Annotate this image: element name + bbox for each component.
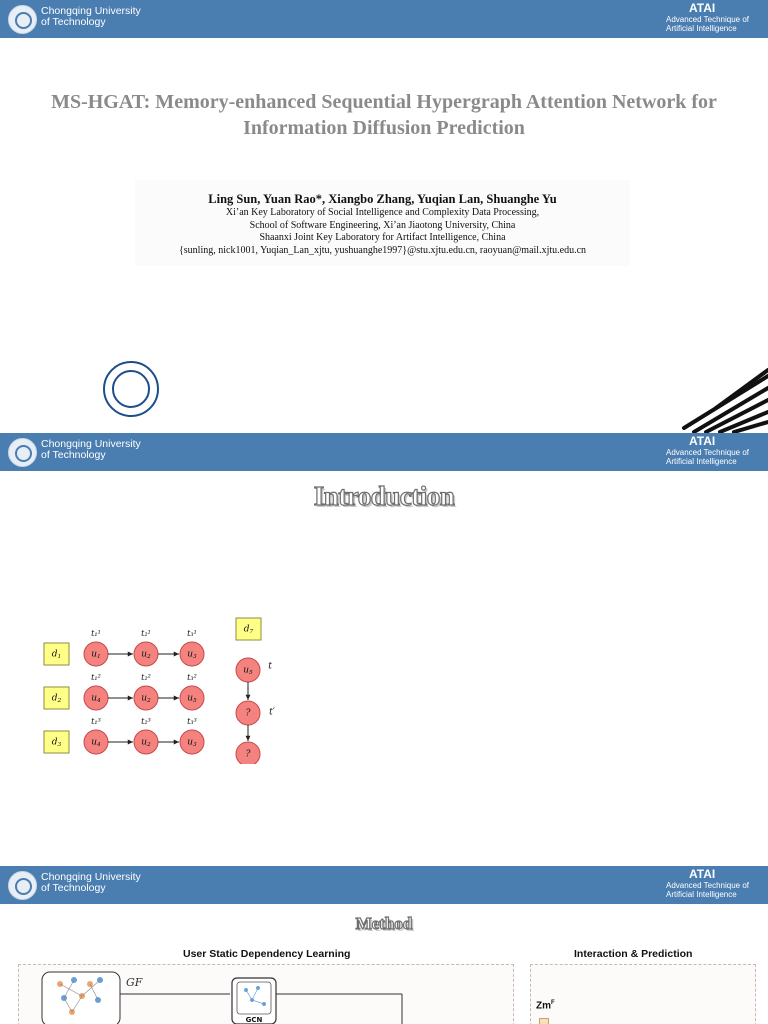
section-title: Method (355, 914, 413, 933)
user-node-label: $u_5$ (243, 665, 253, 676)
university-logo-icon (8, 5, 37, 34)
atai-subtitle-line1: Advanced Technique of (666, 15, 750, 24)
university-name-line2: of Technology (41, 16, 106, 28)
user-node-label: $u_4$ (91, 737, 101, 748)
atai-subtitle-line1: Advanced Technique of (666, 448, 750, 457)
document-label: $d_2$ (51, 693, 62, 704)
arrow-head (174, 740, 179, 745)
affiliation-line: Shaanxi Joint Key Laboratory for Artifact Intelligence, China (259, 232, 506, 243)
document-label: $d_1$ (51, 649, 62, 660)
user-node-label: ? (245, 708, 251, 719)
author-list: Ling Sun, Yuan Rao*, Xiangbo Zhang, Yuqian Lan, Shuanghe Yu (208, 192, 557, 206)
atai-brand (666, 435, 758, 466)
arrow-head (128, 696, 133, 701)
university-name (41, 872, 141, 894)
document-label: $d_3$ (51, 737, 62, 748)
user-node-label: $u_2$ (141, 649, 151, 660)
atai-subtitle-line2: Artificial Intelligence (666, 24, 737, 33)
user-node-label: $u_5$ (187, 693, 197, 704)
affiliation-line: Xi’an Key Laboratory of Social Intelligence and Complexity Data Processing, (225, 207, 540, 218)
user-node-label: $u_2$ (141, 693, 151, 704)
user-node-label: ? (245, 749, 251, 760)
arrow-head (174, 696, 179, 701)
arrow-head (174, 652, 179, 657)
atai-brand (666, 868, 758, 899)
university-name-line1: Chongqing University (41, 5, 141, 17)
interaction-prediction-panel (530, 964, 756, 1024)
university-seal-icon (103, 361, 159, 417)
zm-symbol: Zm (536, 1000, 551, 1012)
university-name-line1: Chongqing University (41, 438, 141, 450)
introduction-slide (0, 433, 768, 866)
document-label: $d_7$ (243, 624, 254, 635)
timestamp-label: t₂² (141, 673, 151, 682)
arrow-head (128, 652, 133, 657)
atai-subtitle-line2: Artificial Intelligence (666, 457, 737, 466)
static-dependency-figure (40, 970, 410, 1024)
timestamp-label: t₁¹ (91, 629, 101, 638)
user-node-label: $u_4$ (91, 693, 101, 704)
university-logo-icon (8, 438, 37, 467)
timestamp-label: t₂³ (141, 717, 151, 726)
atai-subtitle-line1: Advanced Technique of (666, 881, 750, 890)
brush-stroke-decoration (676, 368, 768, 433)
method-slide (0, 866, 768, 1024)
timestamp-label: t₁³ (91, 717, 101, 726)
university-name (41, 6, 141, 28)
atai-title: ATAI (689, 1, 716, 15)
affiliation-line: School of Software Engineering, Xi’an Jiaotong University, China (249, 219, 516, 231)
timestamp-label: t′ (269, 707, 275, 718)
zm-label (536, 1000, 555, 1011)
gcn-label: GCN (245, 1016, 263, 1024)
paper-title (0, 89, 768, 141)
atai-title: ATAI (689, 434, 716, 448)
embedding-block-icon (539, 1018, 549, 1024)
university-name-line2: of Technology (41, 449, 106, 461)
atai-brand (666, 2, 758, 33)
timestamp-label: t (268, 661, 272, 672)
university-name-line2: of Technology (41, 882, 106, 894)
slide-header (0, 866, 768, 904)
paper-title-line1: MS-HGAT: Memory-enhanced Sequential Hypergraph Attention Network for (51, 91, 717, 113)
slide-header (0, 433, 768, 471)
user-node-label: $u_3$ (187, 737, 197, 748)
atai-title: ATAI (689, 867, 716, 881)
arrow-head (246, 736, 251, 741)
interaction-prediction-title: Interaction & Prediction (574, 948, 693, 960)
user-node-label: $u_2$ (141, 737, 151, 748)
arrow-head (128, 740, 133, 745)
timestamp-label: t₃³ (187, 717, 197, 726)
university-name-line1: Chongqing University (41, 871, 141, 883)
section-title: Introduction (313, 481, 455, 511)
timestamp-label: t₃¹ (187, 629, 197, 638)
user-node-label: $u_3$ (187, 649, 197, 660)
timestamp-label: t₂¹ (141, 629, 151, 638)
cascade-diagram (36, 614, 296, 764)
zm-superscript: F (551, 1000, 555, 1006)
graph-label: GF (126, 976, 143, 989)
author-block (135, 180, 630, 266)
university-name (41, 439, 141, 461)
user-node-label: $u_1$ (91, 649, 101, 660)
arrow-head (246, 695, 251, 700)
timestamp-label: t₃² (187, 673, 197, 682)
author-emails: {sunling, nick1001, Yuqian_Lan_xjtu, yushuanghe1997}@stu.xjtu.edu.cn, raoyuan@mail.xjtu.edu.cn (178, 244, 587, 256)
university-logo-icon (8, 871, 37, 900)
title-slide (0, 0, 768, 433)
paper-title-line2: Information Diffusion Prediction (243, 117, 525, 139)
slide-header (0, 0, 768, 38)
timestamp-label: t₁² (91, 673, 101, 682)
user-static-dependency-title: User Static Dependency Learning (183, 948, 351, 960)
atai-subtitle-line2: Artificial Intelligence (666, 890, 737, 899)
